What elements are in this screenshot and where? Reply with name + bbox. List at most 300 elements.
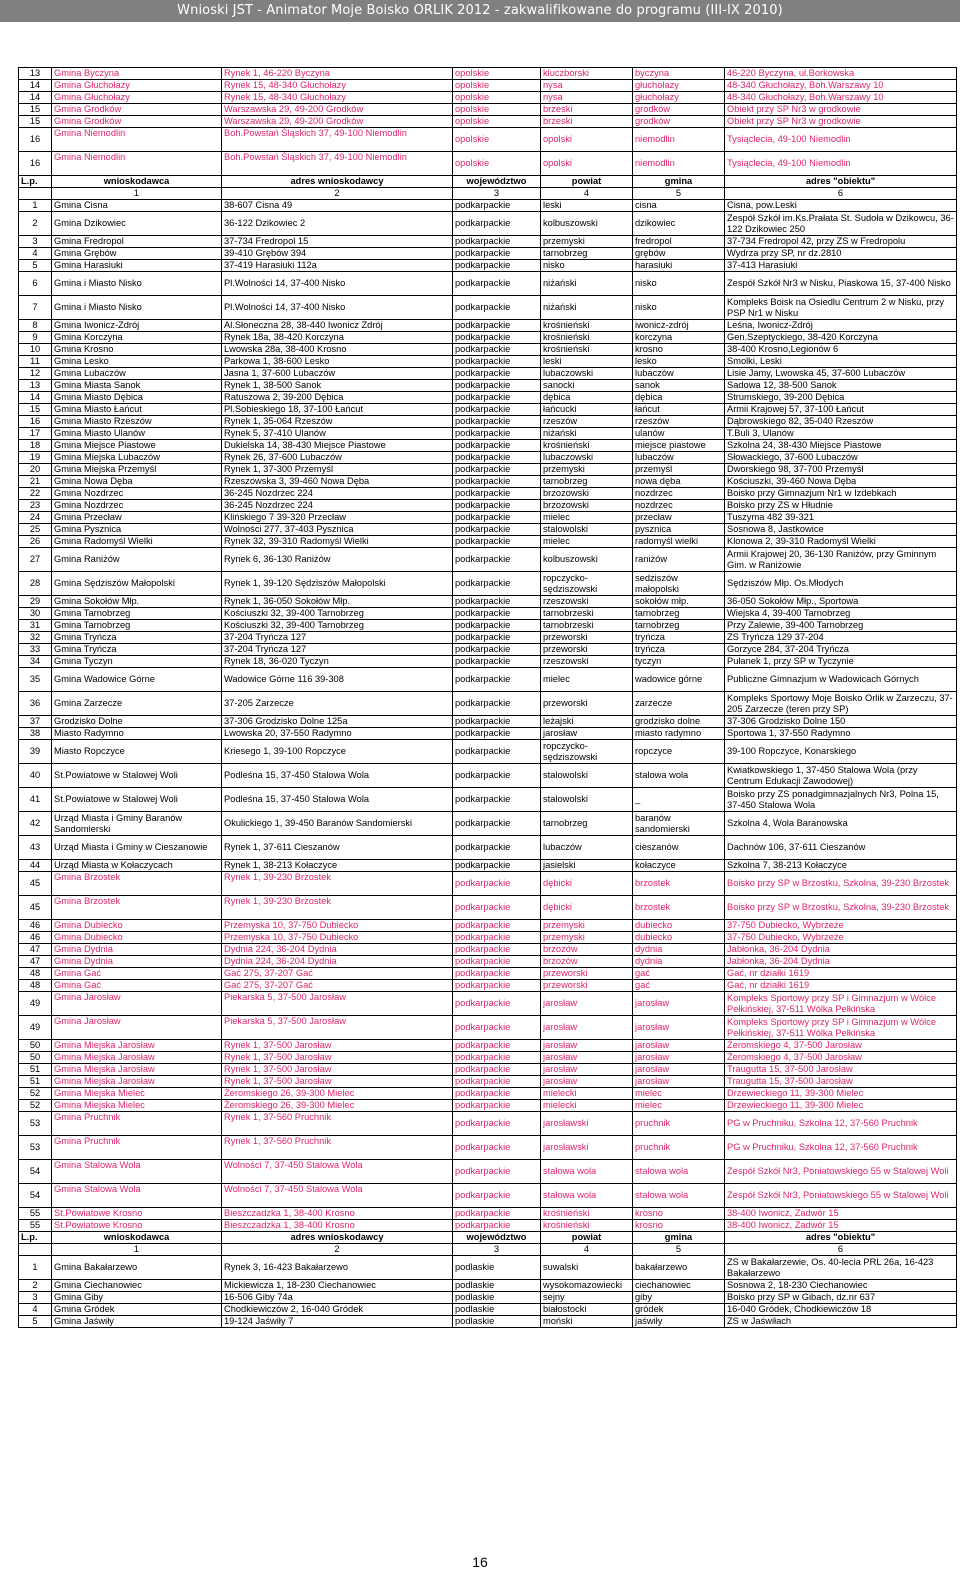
cell-lp: 20 — [19, 464, 52, 476]
cell-facility-address: Dworskiego 98, 37-700 Przemyśl — [725, 464, 957, 476]
cell-commune: dubiecko — [633, 920, 725, 932]
column-number-cell — [19, 188, 52, 200]
cell-county: łańcucki — [541, 404, 633, 416]
cell-county: krośnieński — [541, 1220, 633, 1232]
cell-voivodeship: podkarpackie — [453, 572, 541, 596]
cell-facility-address: Żeromskiego 4, 37-500 Jarosław — [725, 1040, 957, 1052]
cell-commune: zarzecze — [633, 692, 725, 716]
cell-voivodeship: podkarpackie — [453, 524, 541, 536]
cell-voivodeship: opolskie — [453, 104, 541, 116]
cell-applicant-address: Rynek 3, 16-423 Bakałarzewo — [222, 1256, 453, 1280]
cell-county: lubaczowski — [541, 452, 633, 464]
cell-lp: 4 — [19, 1304, 52, 1316]
header-cell: adres "obiektu" — [725, 176, 957, 188]
cell-voivodeship: podlaskie — [453, 1304, 541, 1316]
cell-applicant-address: Kościuszki 32, 39-400 Tarnobrzeg — [222, 608, 453, 620]
cell-county: leski — [541, 200, 633, 212]
cell-commune: ciechanowiec — [633, 1280, 725, 1292]
cell-voivodeship: opolskie — [453, 128, 541, 152]
cell-county: jarosławski — [541, 1112, 633, 1136]
cell-county: stalowolski — [541, 788, 633, 812]
cell-commune: stalowa wola — [633, 1184, 725, 1208]
cell-applicant: Gmina Lubaczów — [52, 368, 222, 380]
table-row — [19, 272, 957, 296]
cell-facility-address: Kwiatkowskiego 1, 37-450 Stalowa Wola (przy Centrum Edukacji Zawodowej) — [725, 764, 957, 788]
column-number-cell: 5 — [633, 1244, 725, 1256]
cell-applicant-address: 39-410 Grębów 394 — [222, 248, 453, 260]
table-row — [19, 344, 957, 356]
cell-applicant: Grodzisko Dolne — [52, 716, 222, 728]
table-row — [19, 1304, 957, 1316]
cell-lp: 18 — [19, 440, 52, 452]
cell-facility-address: Wiejska 4, 39-400 Tarnobrzeg — [725, 608, 957, 620]
cell-facility-address: 37-306 Grodzisko Dolne 150 — [725, 716, 957, 728]
cell-county: brzeski — [541, 116, 633, 128]
cell-commune: gródek — [633, 1304, 725, 1316]
cell-county: rzeszów — [541, 416, 633, 428]
table-row — [19, 1040, 957, 1052]
cell-lp: 28 — [19, 572, 52, 596]
cell-applicant: Gmina Byczyna — [52, 68, 222, 80]
cell-commune: raniżów — [633, 548, 725, 572]
cell-applicant-address: Rynek 1, 36-050 Sokołów Młp. — [222, 596, 453, 608]
header-cell: L.p. — [19, 176, 52, 188]
table-row — [19, 212, 957, 236]
cell-county: sanocki — [541, 380, 633, 392]
cell-county: stalowolski — [541, 524, 633, 536]
cell-applicant-address: Przemyska 10, 37-750 Dubiecko — [222, 920, 453, 932]
cell-applicant-address: Rynek 1, 39-120 Sędziszów Małopolski — [222, 572, 453, 596]
cell-facility-address: Wydrza przy SP, nr dz.2810 — [725, 248, 957, 260]
cell-voivodeship: podlaskie — [453, 1316, 541, 1328]
cell-commune: cisna — [633, 200, 725, 212]
cell-county: jarosławski — [541, 1136, 633, 1160]
cell-commune: tarnobrzeg — [633, 620, 725, 632]
cell-applicant-address: Rynek 26, 37-600 Lubaczów — [222, 452, 453, 464]
column-number-cell: 3 — [453, 188, 541, 200]
cell-commune: przemyśl — [633, 464, 725, 476]
header-cell: L.p. — [19, 1232, 52, 1244]
cell-facility-address: 38-400 Iwonicz, Zadwór 15 — [725, 1208, 957, 1220]
table-row — [19, 860, 957, 872]
cell-voivodeship: opolskie — [453, 80, 541, 92]
cell-facility-address: Strumskiego, 39-200 Dębica — [725, 392, 957, 404]
table-row — [19, 764, 957, 788]
cell-voivodeship: podkarpackie — [453, 416, 541, 428]
cell-applicant: Gmina Tarnobrzeg — [52, 620, 222, 632]
cell-county: krośnieński — [541, 1208, 633, 1220]
cell-facility-address: Publiczne Gimnazjum w Wadowicach Górnych — [725, 668, 957, 692]
cell-voivodeship: podkarpackie — [453, 992, 541, 1016]
cell-applicant: Gmina Dubiecko — [52, 932, 222, 944]
cell-facility-address: Dąbrowskiego 82, 35-040 Rzeszów — [725, 416, 957, 428]
cell-county: przeworski — [541, 968, 633, 980]
cell-applicant-address: Rynek 1, 46-220 Byczyna — [222, 68, 453, 80]
cell-applicant-address: Rynek 15, 48-340 Głuchołazy — [222, 80, 453, 92]
cell-lp: 29 — [19, 596, 52, 608]
cell-applicant: Gmina Giby — [52, 1292, 222, 1304]
table-row — [19, 128, 957, 152]
table-row — [19, 596, 957, 608]
cell-county: jasielski — [541, 860, 633, 872]
cell-applicant: Gmina Miejska Jarosław — [52, 1052, 222, 1064]
cell-facility-address: Przy Zalewie, 39-400 Tarnobrzeg — [725, 620, 957, 632]
cell-voivodeship: podkarpackie — [453, 692, 541, 716]
cell-lp: 3 — [19, 236, 52, 248]
header-cell: gmina — [633, 176, 725, 188]
cell-voivodeship: opolskie — [453, 116, 541, 128]
cell-commune: korczyna — [633, 332, 725, 344]
cell-facility-address: 37-734 Fredropol 42, przy ZS w Fredropolu — [725, 236, 957, 248]
cell-county: tarnobrzeski — [541, 608, 633, 620]
cell-voivodeship: podkarpackie — [453, 260, 541, 272]
cell-facility-address: Słowackiego, 37-600 Lubaczów — [725, 452, 957, 464]
cell-voivodeship: podkarpackie — [453, 272, 541, 296]
cell-voivodeship: podkarpackie — [453, 464, 541, 476]
cell-applicant: Gmina Sędziszów Małopolski — [52, 572, 222, 596]
cell-commune: tarnobrzeg — [633, 608, 725, 620]
cell-facility-address: Traugutta 15, 37-500 Jarosław — [725, 1064, 957, 1076]
header-cell: wnioskodawca — [52, 1232, 222, 1244]
cell-voivodeship: podkarpackie — [453, 1136, 541, 1160]
cell-voivodeship: podkarpackie — [453, 200, 541, 212]
cell-county: dębicki — [541, 896, 633, 920]
cell-applicant: St.Powiatowe Krosno — [52, 1220, 222, 1232]
cell-applicant-address: Mickiewicza 1, 18-230 Ciechanowiec — [222, 1280, 453, 1292]
cell-applicant: Gmina Brzostek — [52, 872, 222, 896]
cell-applicant-address: 19-124 Jaświły 7 — [222, 1316, 453, 1328]
cell-lp: 13 — [19, 380, 52, 392]
table-row — [19, 1280, 957, 1292]
cell-lp: 31 — [19, 620, 52, 632]
cell-lp: 52 — [19, 1088, 52, 1100]
cell-commune: nisko — [633, 296, 725, 320]
cell-applicant: Gmina Tryńcza — [52, 632, 222, 644]
cell-county: jarosław — [541, 992, 633, 1016]
table-row — [19, 440, 957, 452]
cell-facility-address: 48-340 Głuchołazy, Boh.Warszawy 10 — [725, 80, 957, 92]
cell-applicant: Gmina Sokołów Młp. — [52, 596, 222, 608]
cell-lp: 9 — [19, 332, 52, 344]
header-cell: adres "obiektu" — [725, 1232, 957, 1244]
cell-applicant-address: Przemyska 10, 37-750 Dubiecko — [222, 932, 453, 944]
table-row — [19, 716, 957, 728]
cell-lp: 5 — [19, 1316, 52, 1328]
cell-voivodeship: podkarpackie — [453, 380, 541, 392]
cell-lp: 49 — [19, 992, 52, 1016]
table-row — [19, 92, 957, 104]
cell-facility-address: T.Buli 3, Ulanów — [725, 428, 957, 440]
cell-commune: dydnia — [633, 944, 725, 956]
cell-facility-address: Zespół Szkół Nr3 w Nisku, Piaskowa 15, 37-400 Nisko — [725, 272, 957, 296]
cell-facility-address: Kompleks Boisk na Osiedlu Centrum 2 w Nisku, przy PSP Nr1 w Nisku — [725, 296, 957, 320]
cell-facility-address: 48-340 Głuchołazy, Boh.Warszawy 10 — [725, 92, 957, 104]
cell-commune: cieszanów — [633, 836, 725, 860]
cell-voivodeship: podkarpackie — [453, 764, 541, 788]
table-row — [19, 620, 957, 632]
cell-lp: 53 — [19, 1136, 52, 1160]
column-number-cell: 6 — [725, 1244, 957, 1256]
cell-lp: 16 — [19, 152, 52, 176]
cell-facility-address: 39-100 Ropczyce, Konarskiego — [725, 740, 957, 764]
cell-applicant: Gmina i Miasto Nisko — [52, 272, 222, 296]
cell-lp: 38 — [19, 728, 52, 740]
cell-applicant: Gmina Gać — [52, 968, 222, 980]
table-body — [19, 68, 957, 1328]
cell-voivodeship: podkarpackie — [453, 668, 541, 692]
table-row — [19, 104, 957, 116]
cell-facility-address: Szkolna 7, 38-213 Kołaczyce — [725, 860, 957, 872]
applications-table — [18, 67, 957, 1328]
cell-lp: 19 — [19, 452, 52, 464]
cell-lp: 50 — [19, 1040, 52, 1052]
cell-county: niżański — [541, 428, 633, 440]
cell-lp: 15 — [19, 104, 52, 116]
cell-lp: 7 — [19, 296, 52, 320]
cell-applicant: Gmina Pruchnik — [52, 1112, 222, 1136]
cell-facility-address: Boisko przy SP w Gibach, dz.nr 637 — [725, 1292, 957, 1304]
cell-voivodeship: podkarpackie — [453, 1208, 541, 1220]
cell-county: jarosław — [541, 1052, 633, 1064]
table-row — [19, 956, 957, 968]
cell-commune: niemodlin — [633, 152, 725, 176]
cell-lp: 33 — [19, 644, 52, 656]
cell-county: ropczycko-sędziszowski — [541, 572, 633, 596]
cell-voivodeship: podkarpackie — [453, 488, 541, 500]
table-row — [19, 200, 957, 212]
cell-lp: 14 — [19, 392, 52, 404]
cell-applicant-address: Rynek 1, 38-500 Sanok — [222, 380, 453, 392]
cell-applicant-address: 16-506 Giby 74a — [222, 1292, 453, 1304]
cell-facility-address: Zespół Szkół im.Ks.Prałata St. Sudoła w Dzikowcu, 36-122 Dzikowiec 250 — [725, 212, 957, 236]
cell-applicant: Gmina Dydnia — [52, 956, 222, 968]
cell-commune: wadowice górne — [633, 668, 725, 692]
cell-lp: 5 — [19, 260, 52, 272]
cell-county: krośnieński — [541, 344, 633, 356]
cell-county: niżański — [541, 272, 633, 296]
table-row — [19, 236, 957, 248]
cell-applicant: Gmina Brzostek — [52, 896, 222, 920]
cell-voivodeship: podkarpackie — [453, 548, 541, 572]
cell-commune: jarosław — [633, 1076, 725, 1088]
cell-commune: lubaczów — [633, 368, 725, 380]
cell-lp: 50 — [19, 1052, 52, 1064]
cell-county: przeworski — [541, 632, 633, 644]
cell-facility-address: Sadowa 12, 38-500 Sanok — [725, 380, 957, 392]
table-row — [19, 392, 957, 404]
cell-applicant-address: Podleśna 15, 37-450 Stalowa Wola — [222, 764, 453, 788]
cell-lp: 48 — [19, 980, 52, 992]
cell-applicant-address: Rynek 32, 39-310 Radomyśl Wielki — [222, 536, 453, 548]
cell-voivodeship: podkarpackie — [453, 512, 541, 524]
cell-county: lubaczowski — [541, 368, 633, 380]
cell-voivodeship: podkarpackie — [453, 980, 541, 992]
cell-applicant-address: Rynek 5, 37-410 Ulanów — [222, 428, 453, 440]
cell-applicant: Gmina Raniżów — [52, 548, 222, 572]
cell-applicant-address: Gać 275, 37-207 Gać — [222, 968, 453, 980]
cell-voivodeship: podkarpackie — [453, 608, 541, 620]
cell-applicant: St.Powiatowe w Stalowej Woli — [52, 788, 222, 812]
cell-applicant-address: Rynek 18, 36-020 Tyczyn — [222, 656, 453, 668]
cell-applicant: Gmina Pysznica — [52, 524, 222, 536]
cell-commune: harasiuki — [633, 260, 725, 272]
cell-county: brzozowski — [541, 500, 633, 512]
cell-commune: sanok — [633, 380, 725, 392]
table-row — [19, 512, 957, 524]
cell-commune: gać — [633, 980, 725, 992]
cell-applicant-address: Lwowska 28a, 38-400 Krosno — [222, 344, 453, 356]
cell-applicant: St.Powiatowe w Stalowej Woli — [52, 764, 222, 788]
table-row — [19, 728, 957, 740]
cell-voivodeship: podkarpackie — [453, 920, 541, 932]
cell-applicant: Gmina Radomyśl Wielki — [52, 536, 222, 548]
cell-voivodeship: opolskie — [453, 92, 541, 104]
cell-applicant-address: Klińskiego 7 39-320 Przecław — [222, 512, 453, 524]
cell-lp: 17 — [19, 428, 52, 440]
table-row — [19, 524, 957, 536]
cell-applicant: Miasto Radymno — [52, 728, 222, 740]
cell-voivodeship: podkarpackie — [453, 956, 541, 968]
cell-facility-address: Boisko przy SP w Brzostku, Szkolna, 39-230 Brzostek — [725, 872, 957, 896]
column-number-cell: 3 — [453, 1244, 541, 1256]
table-row — [19, 1220, 957, 1232]
cell-applicant-address: Żeromskiego 26, 39-300 Mielec — [222, 1088, 453, 1100]
cell-county: białostocki — [541, 1304, 633, 1316]
cell-commune: _ — [633, 788, 725, 812]
cell-applicant-address: Rynek 1, 37-500 Jarosław — [222, 1064, 453, 1076]
cell-voivodeship: podkarpackie — [453, 344, 541, 356]
cell-applicant-address: Bieszczadzka 1, 38-400 Krosno — [222, 1220, 453, 1232]
cell-county: kolbuszowski — [541, 212, 633, 236]
table-row — [19, 920, 957, 932]
cell-facility-address: Kompleks Sportowy przy SP i Gimnazjum w Wólce Pełkińskiej, 37-511 Wólka Pełkińska — [725, 1016, 957, 1040]
cell-facility-address: Sportowa 1, 37-550 Radymno — [725, 728, 957, 740]
table-row — [19, 668, 957, 692]
cell-county: przeworski — [541, 644, 633, 656]
cell-facility-address: 36-050 Sokołów Młp., Sportowa — [725, 596, 957, 608]
column-number-cell: 2 — [222, 188, 453, 200]
cell-lp: 2 — [19, 1280, 52, 1292]
cell-county: leski — [541, 356, 633, 368]
cell-applicant-address: Kościuszki 32, 39-400 Tarnobrzeg — [222, 620, 453, 632]
cell-county: nysa — [541, 92, 633, 104]
cell-commune: sokołów młp. — [633, 596, 725, 608]
cell-lp: 39 — [19, 740, 52, 764]
cell-facility-address: Boisko przy SP w Brzostku, Szkolna, 39-230 Brzostek — [725, 896, 957, 920]
cell-voivodeship: podkarpackie — [453, 452, 541, 464]
column-number-cell: 1 — [52, 1244, 222, 1256]
cell-lp: 47 — [19, 944, 52, 956]
cell-applicant-address: Rynek 15, 48-340 Głuchołazy — [222, 92, 453, 104]
cell-facility-address: Zespół Szkół Nr3, Poniatowskiego 55 w Stalowej Woli — [725, 1184, 957, 1208]
cell-applicant: Gmina Harasiuki — [52, 260, 222, 272]
column-number-cell: 5 — [633, 188, 725, 200]
table-row — [19, 788, 957, 812]
cell-voivodeship: podkarpackie — [453, 428, 541, 440]
cell-commune: pruchnik — [633, 1112, 725, 1136]
cell-commune: nowa dęba — [633, 476, 725, 488]
cell-applicant-address: Rynek 1, 39-230 Brzostek — [222, 872, 453, 896]
cell-voivodeship: podkarpackie — [453, 716, 541, 728]
cell-county: krośnieński — [541, 332, 633, 344]
cell-county: przemyski — [541, 932, 633, 944]
cell-applicant-address: Ratuszowa 2, 39-200 Dębica — [222, 392, 453, 404]
cell-applicant-address: Rynek 1, 37-560 Pruchnik — [222, 1136, 453, 1160]
cell-applicant: Gmina Stalowa Wola — [52, 1160, 222, 1184]
cell-applicant: Gmina Miejska Lubaczów — [52, 452, 222, 464]
cell-facility-address: Klonowa 2, 39-310 Radomyśl Wielki — [725, 536, 957, 548]
header-cell: powiat — [541, 176, 633, 188]
cell-lp: 8 — [19, 320, 52, 332]
cell-facility-address: 38-400 Krosno,Legionów 6 — [725, 344, 957, 356]
cell-county: mielec — [541, 536, 633, 548]
cell-commune: przecław — [633, 512, 725, 524]
cell-lp: 46 — [19, 920, 52, 932]
cell-voivodeship: podkarpackie — [453, 1112, 541, 1136]
table-row — [19, 1064, 957, 1076]
cell-applicant-address: Wolności 7, 37-450 Stalowa Wola — [222, 1160, 453, 1184]
cell-commune: głuchołazy — [633, 92, 725, 104]
cell-county: rzeszowski — [541, 656, 633, 668]
cell-voivodeship: podkarpackie — [453, 1064, 541, 1076]
cell-lp: 46 — [19, 932, 52, 944]
cell-applicant: Gmina Miejska Jarosław — [52, 1076, 222, 1088]
cell-applicant: Gmina Jarosław — [52, 992, 222, 1016]
cell-county: stalowa wola — [541, 1184, 633, 1208]
cell-voivodeship: podkarpackie — [453, 632, 541, 644]
cell-voivodeship: podkarpackie — [453, 248, 541, 260]
cell-commune: tryńcza — [633, 644, 725, 656]
cell-lp: 53 — [19, 1112, 52, 1136]
cell-lp: 11 — [19, 356, 52, 368]
cell-applicant: Gmina Miejsce Piastowe — [52, 440, 222, 452]
cell-commune: tryńcza — [633, 632, 725, 644]
cell-voivodeship: podkarpackie — [453, 740, 541, 764]
cell-applicant-address: 37-204 Tryńcza 127 — [222, 644, 453, 656]
cell-applicant: Gmina Miasto Dębica — [52, 392, 222, 404]
cell-commune: nozdrzec — [633, 500, 725, 512]
table-row — [19, 692, 957, 716]
cell-voivodeship: podkarpackie — [453, 1040, 541, 1052]
cell-commune: dzikowiec — [633, 212, 725, 236]
cell-applicant-address: Bieszczadzka 1, 38-400 Krosno — [222, 1208, 453, 1220]
cell-county: stalowa wola — [541, 1160, 633, 1184]
cell-lp: 52 — [19, 1100, 52, 1112]
cell-voivodeship: podlaskie — [453, 1292, 541, 1304]
cell-voivodeship: podkarpackie — [453, 656, 541, 668]
cell-lp: 24 — [19, 512, 52, 524]
cell-lp: 45 — [19, 896, 52, 920]
table-row — [19, 632, 957, 644]
cell-facility-address: Gorzyce 284, 37-204 Tryńcza — [725, 644, 957, 656]
cell-applicant-address: Rzeszowska 3, 39-460 Nowa Dęba — [222, 476, 453, 488]
cell-voivodeship: podkarpackie — [453, 236, 541, 248]
cell-commune: iwonicz-zdrój — [633, 320, 725, 332]
cell-applicant-address: Rynek 1, 39-230 Brzostek — [222, 896, 453, 920]
cell-applicant-address: 37-204 Tryńcza 127 — [222, 632, 453, 644]
cell-voivodeship: podkarpackie — [453, 500, 541, 512]
cell-commune: grębów — [633, 248, 725, 260]
table-row — [19, 1016, 957, 1040]
cell-voivodeship: podkarpackie — [453, 1220, 541, 1232]
cell-commune: mielec — [633, 1088, 725, 1100]
cell-commune: jaświły — [633, 1316, 725, 1328]
cell-applicant-address: Lwowska 20, 37-550 Radymno — [222, 728, 453, 740]
cell-county: niżański — [541, 296, 633, 320]
cell-voivodeship: podkarpackie — [453, 860, 541, 872]
cell-facility-address: Smolki, Leski — [725, 356, 957, 368]
cell-commune: byczyna — [633, 68, 725, 80]
